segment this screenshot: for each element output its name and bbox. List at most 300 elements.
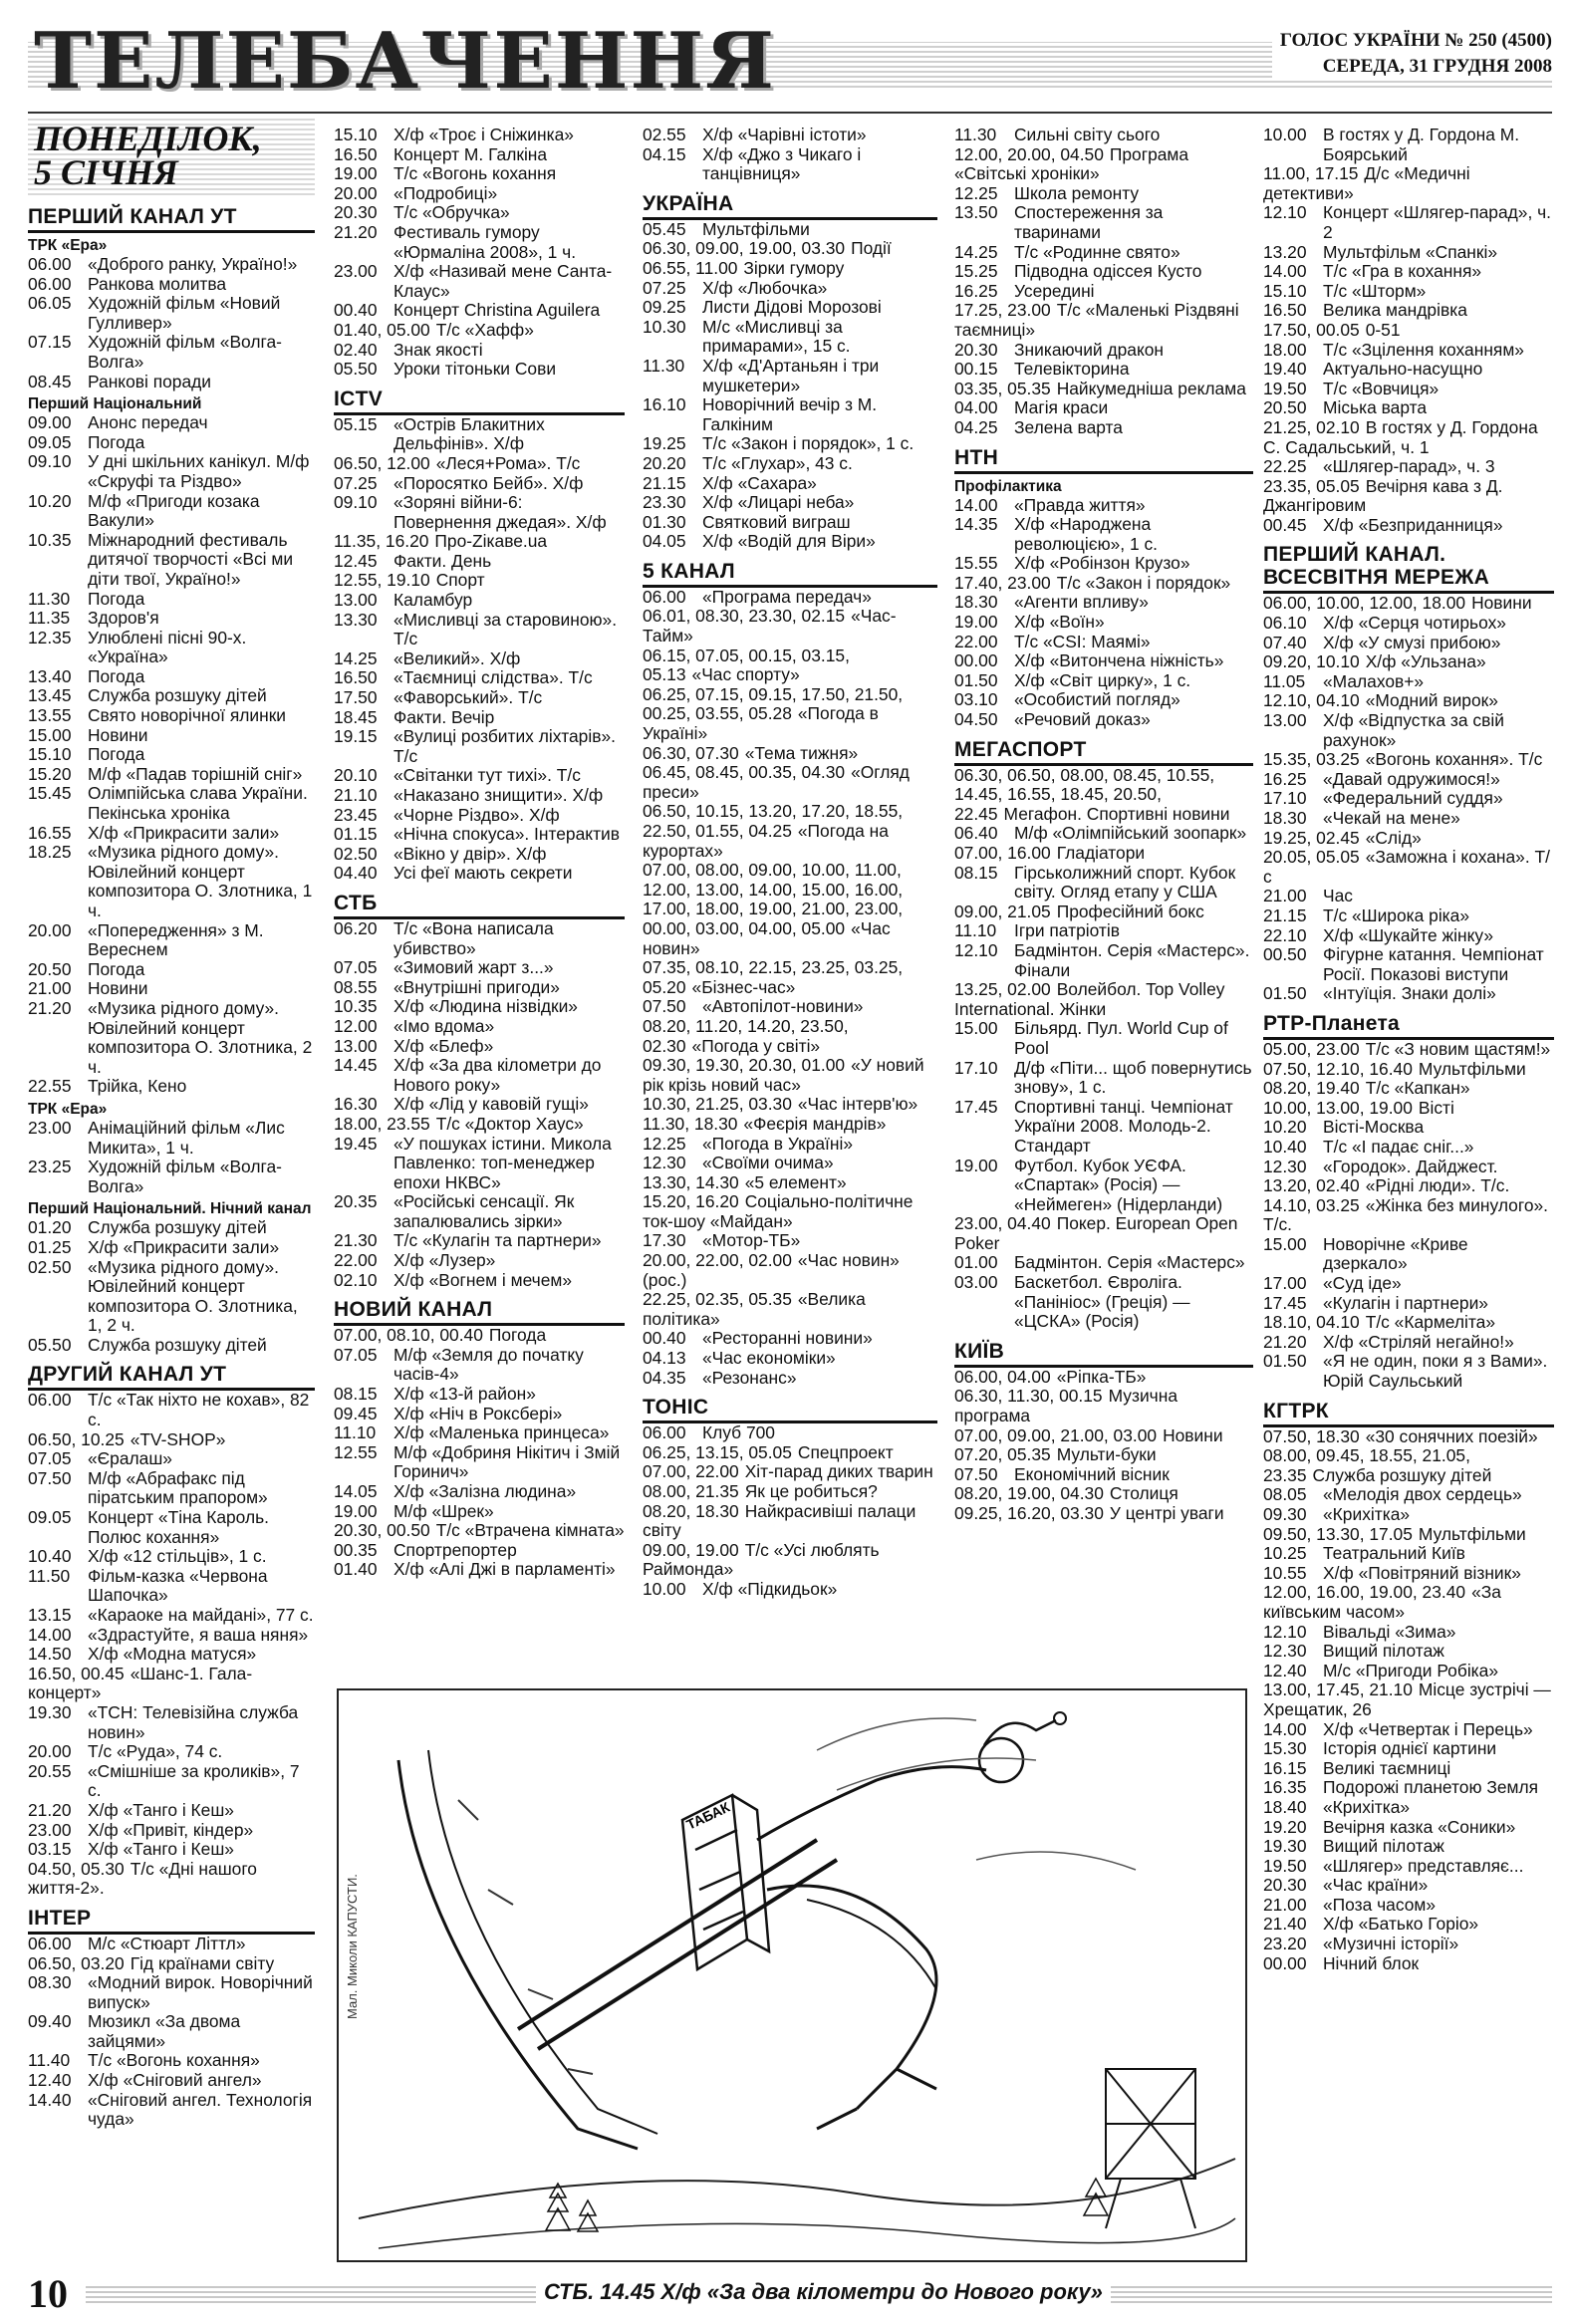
program-time: 17.25, 23.00 xyxy=(954,300,1051,321)
program-time: 13.30 xyxy=(334,609,378,630)
program-time: 13.00 xyxy=(1263,710,1307,731)
program-time: 12.55, 19.10 xyxy=(334,570,430,591)
program-time: 12.10, 04.10 xyxy=(1263,690,1360,711)
program-title: «Фаворський». Т/с xyxy=(393,687,543,708)
program-entry xyxy=(1263,1138,1554,1158)
program-entry xyxy=(28,667,315,687)
program-title: Т/с «І падає сніг...» xyxy=(1323,1136,1474,1157)
program-entry xyxy=(954,941,1253,980)
program-title: Анімаційний фільм «Лис Микита», 1 ч. xyxy=(88,1117,285,1158)
program-time: 07.00, 09.00, 21.00, 03.00 xyxy=(954,1424,1158,1445)
program-title: «Зимовий жарт з...» xyxy=(393,957,554,978)
program-title: «Федеральний суддя» xyxy=(1323,788,1503,809)
program-title: В гостях у Д. Гордона С. Садальський, ч. 1 xyxy=(1263,416,1538,457)
program-title: Спортрепортер xyxy=(393,1539,517,1560)
program-time: 12.25 xyxy=(643,1133,686,1154)
program-entry xyxy=(1263,164,1554,203)
program-entry xyxy=(334,1095,625,1115)
program-time: 06.00 xyxy=(643,1422,686,1443)
program-title: Т/с «Вона написала убивство» xyxy=(393,917,554,958)
program-time: 20.30 xyxy=(954,339,998,360)
program-time: 00.35 xyxy=(334,1539,378,1560)
program-title: Х/ф «Танго і Кеш» xyxy=(88,1799,234,1820)
program-entry xyxy=(28,1840,315,1860)
program-time: 08.20, 18.30 xyxy=(643,1500,739,1521)
program-title: Покер. European Open Poker xyxy=(954,1213,1238,1253)
program-entry xyxy=(334,1560,625,1580)
program-entry xyxy=(1263,1099,1554,1119)
program-entry xyxy=(1263,1720,1554,1740)
program-entry xyxy=(28,1391,315,1429)
program-time: 02.50 xyxy=(334,843,378,864)
program-title: Баскетбол. Євроліга. «Панініос» (Греція) — «ЦСКА» (Росія) xyxy=(1014,1272,1190,1332)
program-entry xyxy=(643,259,937,279)
program-title: Т/с «Вогонь кохання» xyxy=(88,2050,260,2071)
program-entry xyxy=(334,360,625,380)
channel-listing xyxy=(28,205,315,1355)
program-time: 19.00 xyxy=(334,1500,378,1521)
program-entry xyxy=(643,239,937,259)
program-entry xyxy=(1263,203,1554,242)
program-time: 07.50 xyxy=(28,1467,72,1488)
program-time: 10.20 xyxy=(28,490,72,511)
program-time: 21.00 xyxy=(1263,886,1307,906)
program-title: Велика мандрівка xyxy=(1323,300,1467,321)
program-time: 13.30, 14.30 xyxy=(643,1171,739,1192)
program-title: Вищий пілотаж xyxy=(1323,1836,1444,1857)
channel-name: ТОНІС xyxy=(643,1396,937,1423)
program-entry xyxy=(28,706,315,726)
program-title: Х/ф «Воїн» xyxy=(1014,612,1105,633)
program-entry xyxy=(954,262,1253,282)
channel-name: КГТРК xyxy=(1263,1400,1554,1427)
program-title: Х/ф «13-й район» xyxy=(393,1384,536,1405)
program-title: Зникаючий дракон xyxy=(1014,339,1165,360)
program-title: «Шлягер» представляє... xyxy=(1323,1855,1524,1876)
program-time: 21.20 xyxy=(28,997,72,1018)
program-time: 12.45 xyxy=(334,550,378,571)
program-title: Святковий виграш xyxy=(702,511,851,532)
program-entry xyxy=(28,1860,315,1899)
channel-name: УКРАЇНА xyxy=(643,192,937,220)
program-entry xyxy=(334,571,625,591)
program-entry xyxy=(28,590,315,610)
program-entry xyxy=(954,844,1253,864)
program-time: 14.00 xyxy=(1263,1718,1307,1739)
program-title: Усередині xyxy=(1014,280,1095,301)
program-title: Бадмінтон. Серія «Мастерс». Фінали xyxy=(1014,939,1250,980)
program-entry xyxy=(643,434,937,454)
program-time: 14.45 xyxy=(334,1055,378,1076)
program-time: 19.00 xyxy=(954,612,998,633)
program-title: Х/ф «Сахара» xyxy=(702,472,817,493)
program-title: «Внутрішні пригоди» xyxy=(393,976,560,997)
program-time: 05.50 xyxy=(334,359,378,380)
program-title: Х/ф «Лузер» xyxy=(393,1250,496,1271)
program-entry xyxy=(643,1095,937,1115)
program-entry xyxy=(28,1567,315,1606)
program-entry xyxy=(28,1801,315,1821)
program-time: 17.40, 23.00 xyxy=(954,572,1051,593)
ski-jumper-cartoon xyxy=(339,1690,1241,2256)
program-entry xyxy=(28,275,315,295)
program-entry xyxy=(1263,711,1554,750)
program-title: Х/ф «Алі Джі в парламенті» xyxy=(393,1559,616,1580)
program-time: 10.00, 13.00, 19.00 xyxy=(1263,1097,1413,1118)
program-title: Х/ф «Стріляй негайно!» xyxy=(1323,1331,1514,1352)
program-title: «Острів Блакитних Дельфінів». Х/ф xyxy=(393,413,545,454)
program-entry xyxy=(334,1326,625,1346)
program-title: Мультфільми xyxy=(1418,1058,1526,1079)
program-title: «Таємниці слідства». Т/с xyxy=(393,667,593,688)
program-time: 23.00 xyxy=(28,1819,72,1840)
broadcaster-label: ТРК «Ера» xyxy=(28,1100,108,1118)
program-time: 05.50 xyxy=(28,1334,72,1355)
program-time: 13.40 xyxy=(28,665,72,686)
program-time: 09.25, 16.20, 03.30 xyxy=(954,1503,1104,1523)
program-title: Олімпійська слава України. Пекінська хроніка xyxy=(88,783,308,824)
program-title: «Здрастуйте, я ваша няня» xyxy=(88,1624,309,1645)
program-entry xyxy=(1263,809,1554,829)
program-time: 22.00 xyxy=(954,631,998,651)
program-entry xyxy=(334,552,625,572)
program-entry xyxy=(334,766,625,786)
program-title: В гостях у Д. Гордона М. Боярський xyxy=(1323,125,1520,164)
program-entry xyxy=(643,1154,937,1173)
program-time: 17.10 xyxy=(954,1057,998,1078)
program-time: 09.05 xyxy=(28,431,72,452)
program-title: Т/с «Втрачена кімната» xyxy=(435,1520,625,1541)
channel-listing xyxy=(954,738,1253,1332)
program-time: 17.45 xyxy=(1263,1292,1307,1313)
program-time: 12.25 xyxy=(954,182,998,203)
program-entry xyxy=(334,727,625,766)
program-time: 13.50 xyxy=(954,202,998,223)
program-time: 14.05 xyxy=(334,1481,378,1501)
program-entry xyxy=(28,745,315,765)
program-entry xyxy=(1263,341,1554,361)
program-time: 16.50, 00.45 xyxy=(28,1663,125,1683)
program-title: «Крихітка» xyxy=(1323,1504,1411,1524)
program-title: Погода xyxy=(88,588,145,609)
program-entry xyxy=(334,1443,625,1482)
program-time: 11.30 xyxy=(28,588,71,609)
program-title: Найкумедніша реклама xyxy=(1056,378,1246,398)
program-title: Т/с «Дні нашого життя-2». xyxy=(28,1858,257,1899)
program-time: 08.30 xyxy=(28,1972,72,1993)
program-entry xyxy=(334,864,625,884)
program-time: 12.00 xyxy=(334,1015,378,1036)
program-entry xyxy=(954,710,1253,730)
program-entry xyxy=(1263,301,1554,321)
program-time: 09.40 xyxy=(28,2011,72,2032)
program-time: 07.25 xyxy=(643,277,686,298)
program-entry xyxy=(1263,321,1554,341)
program-entry xyxy=(1263,829,1554,849)
program-entry xyxy=(1263,634,1554,653)
program-title: «Погода на курортах» xyxy=(643,821,889,861)
program-title: Економічний вісник xyxy=(1014,1463,1170,1484)
program-entry xyxy=(643,395,937,434)
program-entry xyxy=(954,184,1253,204)
program-entry xyxy=(334,1135,625,1193)
program-time: 14.35 xyxy=(954,514,998,535)
program-time: 07.15 xyxy=(28,332,72,353)
program-time: 20.35 xyxy=(334,1191,378,1212)
program-time: 05.00, 23.00 xyxy=(1263,1038,1360,1059)
program-title: Т/с «Широка ріка» xyxy=(1323,904,1470,925)
program-title: Клуб 700 xyxy=(702,1422,775,1443)
program-time: 17.45 xyxy=(954,1096,998,1117)
program-time: 20.55 xyxy=(28,1760,72,1781)
channel-name: НТН xyxy=(954,446,1253,474)
program-time: 07.50 xyxy=(643,996,686,1017)
program-title: «Суд іде» xyxy=(1323,1273,1402,1294)
program-title: Художній фільм «Волга-Волга» xyxy=(88,332,282,372)
program-title: Мультфільм «Спанкі» xyxy=(1323,241,1498,262)
program-entry xyxy=(954,574,1253,594)
program-title: У дні шкільних канікул. М/ф «Скруфі та Різдво» xyxy=(88,451,310,491)
program-title: Гладіатори xyxy=(1056,843,1146,863)
program-entry xyxy=(643,1502,937,1541)
program-entry xyxy=(643,298,937,318)
program-entry xyxy=(28,921,315,960)
program-entry xyxy=(28,1119,315,1158)
program-entry xyxy=(954,360,1253,380)
program-title: «Музичні історії» xyxy=(1323,1934,1459,1954)
program-title: «Речовий доказ» xyxy=(1014,709,1151,730)
program-title: «Зоряні війни-6: Повернення джедая». Х/ф xyxy=(393,492,607,532)
program-title: «Попередження» з М. Вереснем xyxy=(88,919,264,960)
program-entry xyxy=(334,1192,625,1231)
program-time: 06.50, 03.20 xyxy=(28,1952,125,1973)
program-time: 10.35 xyxy=(334,996,378,1017)
program-time: 20.20 xyxy=(643,452,686,473)
program-title: Концерт «Шлягер-парад», ч. 2 xyxy=(1323,202,1552,242)
program-time: 13.15 xyxy=(28,1605,72,1625)
program-title: М/ф «Шрек» xyxy=(393,1500,494,1521)
channel-name: РТР-Планета xyxy=(1263,1012,1554,1040)
program-time: 16.25 xyxy=(954,280,998,301)
program-title: «Мотор-ТБ» xyxy=(702,1230,801,1251)
broadcaster-label: Профілактика xyxy=(954,477,1062,495)
program-entry xyxy=(1263,1837,1554,1857)
program-entry xyxy=(28,609,315,629)
program-entry xyxy=(1263,1954,1554,1974)
program-title: «Вікно у двір». Х/ф xyxy=(393,843,547,864)
program-entry xyxy=(643,318,937,357)
program-entry xyxy=(954,418,1253,438)
program-time: 22.25 xyxy=(1263,456,1307,477)
program-title: Професійний бокс xyxy=(1056,901,1204,921)
program-entry xyxy=(28,960,315,980)
program-title: Х/ф «Д'Артаньян і три мушкетери» xyxy=(702,355,880,395)
program-title: Х/ф «Танго і Кеш» xyxy=(88,1839,234,1860)
program-time: 21.15 xyxy=(1263,904,1307,925)
program-title: Вечірня казка «Соники» xyxy=(1323,1816,1516,1837)
channel-name: СТБ xyxy=(334,892,625,919)
program-entry xyxy=(28,1821,315,1841)
program-entry xyxy=(334,1251,625,1271)
program-title: Ранкова молитва xyxy=(88,273,227,294)
program-entry xyxy=(1263,1196,1554,1235)
program-title: Х/ф «Чарівні істоти» xyxy=(702,125,867,144)
program-entry xyxy=(1263,614,1554,634)
program-time: 02.55 xyxy=(643,125,686,144)
program-time: 16.50 xyxy=(334,667,378,688)
program-time: 17.30 xyxy=(643,1230,686,1251)
program-title: Художній фільм «Волга-Волга» xyxy=(88,1157,282,1196)
program-title: «Жінка без минулого». Т/с. xyxy=(1263,1194,1548,1235)
program-entry xyxy=(334,1482,625,1502)
program-title: Події xyxy=(851,238,892,259)
program-title: М/ф «Добриня Нікітич і Змій Горинич» xyxy=(393,1441,621,1482)
program-title: «Музика рідного дому». Ювілейний концерт композитора О. Злотника, 2 ч. xyxy=(88,997,313,1077)
program-time: 01.50 xyxy=(1263,1351,1307,1372)
program-time: 19.25, 02.45 xyxy=(1263,827,1360,848)
program-time: 09.20, 10.10 xyxy=(1263,651,1360,672)
program-title: Актуально-насущно xyxy=(1323,359,1483,380)
program-time: 12.10 xyxy=(1263,1621,1307,1642)
program-entry xyxy=(954,1426,1253,1446)
program-time: 04.25 xyxy=(954,416,998,437)
program-time: 21.20 xyxy=(334,221,378,242)
program-entry xyxy=(28,1238,315,1258)
program-time: 10.35 xyxy=(28,529,72,550)
program-time: 23.00 xyxy=(28,1117,72,1138)
program-time: 10.30 xyxy=(643,316,686,337)
program-time: 15.00 xyxy=(954,1018,998,1039)
program-title: Ігри патріотів xyxy=(1014,920,1120,941)
program-entry xyxy=(954,613,1253,633)
program-entry xyxy=(1263,1662,1554,1681)
program-title: Х/ф «Ніч в Роксбері» xyxy=(393,1403,563,1423)
program-entry xyxy=(954,282,1253,302)
program-time: 19.20 xyxy=(1263,1816,1307,1837)
program-time: 12.30 xyxy=(1263,1156,1307,1176)
program-entry xyxy=(1263,380,1554,399)
program-entry xyxy=(334,1017,625,1037)
channel-listing xyxy=(334,387,625,884)
program-entry xyxy=(334,786,625,806)
program-title: М/с «Стюарт Літтл» xyxy=(88,1933,246,1953)
program-time: 15.45 xyxy=(28,783,72,804)
program-title: Міжнародний фестиваль дитячої творчості «Всі ми діти твої, Україно!» xyxy=(88,529,294,589)
program-title: «Поросятко Бейб». Х/ф xyxy=(393,472,584,493)
program-time: 14.10, 03.25 xyxy=(1263,1194,1360,1215)
program-entry xyxy=(954,341,1253,361)
program-entry xyxy=(643,493,937,513)
program-time: 21.00 xyxy=(28,978,72,999)
program-title: «Єралаш» xyxy=(88,1448,172,1469)
program-entry xyxy=(334,1056,625,1095)
program-title: «Програма передач» xyxy=(702,586,872,607)
program-entry xyxy=(28,979,315,999)
program-entry xyxy=(28,2071,315,2091)
program-title: Х/ф «Любочка» xyxy=(702,277,828,298)
program-entry xyxy=(643,1173,937,1193)
program-title: Х/ф «У смузі прибою» xyxy=(1323,632,1501,652)
program-entry xyxy=(334,997,625,1017)
program-entry xyxy=(1263,398,1554,418)
channel-name: ICTV xyxy=(334,387,625,415)
program-entry xyxy=(954,1465,1253,1485)
program-time: 09.10 xyxy=(28,451,72,472)
program-time: 09.30 xyxy=(1263,1504,1307,1524)
program-time: 15.55 xyxy=(954,553,998,574)
program-time: 21.25, 02.10 xyxy=(1263,416,1360,437)
program-entry xyxy=(28,999,315,1077)
program-title: Т/с «Хафф» xyxy=(435,319,534,340)
program-time: 10.00 xyxy=(643,1578,686,1599)
program-entry xyxy=(1263,1294,1554,1314)
program-entry xyxy=(1263,1485,1554,1505)
program-time: 06.30, 11.30, 00.15 xyxy=(954,1386,1103,1407)
program-title: «Велика політика» xyxy=(643,1289,866,1329)
program-title: «TV-SHOP» xyxy=(130,1428,226,1449)
program-time: 01.50 xyxy=(1263,983,1307,1004)
program-title: «Час спорту» xyxy=(691,664,800,685)
program-title: Програма «Світські хроніки» xyxy=(954,143,1189,184)
program-title: Новини xyxy=(88,724,148,745)
program-entry xyxy=(1263,750,1554,770)
program-title: «За київським часом» xyxy=(1263,1582,1501,1622)
program-time: 21.30 xyxy=(334,1230,378,1251)
program-time: 10.00 xyxy=(1263,125,1307,144)
program-time: 15.25 xyxy=(954,261,998,282)
program-time: 03.10 xyxy=(954,689,998,710)
program-entry xyxy=(334,1271,625,1291)
broadcaster-label: Перший Національний. Нічний канал xyxy=(28,1200,312,1218)
program-title: Час xyxy=(1323,886,1353,906)
program-entry xyxy=(334,454,625,474)
program-title: Х/ф «Водій для Віри» xyxy=(702,531,876,552)
program-entry xyxy=(334,1541,625,1561)
program-title: Т/с «Руда», 74 с. xyxy=(88,1741,223,1762)
program-entry xyxy=(643,1017,937,1056)
program-entry xyxy=(334,591,625,611)
program-time: 15.10 xyxy=(1263,280,1307,301)
program-time: 02.40 xyxy=(334,339,378,360)
program-entry xyxy=(334,1521,625,1541)
program-title: Погода xyxy=(88,744,145,765)
program-time: 20.00, 22.00, 02.00 xyxy=(643,1250,792,1271)
program-time: 17.00 xyxy=(1263,1273,1307,1294)
program-title: 0-51 xyxy=(1365,319,1401,340)
program-time: 17.10 xyxy=(1263,788,1307,809)
program-entry xyxy=(954,1253,1253,1273)
program-time: 06.30, 06.50, 08.00, 08.45, 10.55, 14.45, 16.55, 18.45, 20.50, 22.45 xyxy=(954,764,1215,824)
program-time: 07.50, 18.30 xyxy=(1263,1425,1360,1446)
channel-listing xyxy=(954,1340,1253,1524)
program-time: 00.40 xyxy=(643,1328,686,1349)
program-title: Х/ф «Привіт, кіндер» xyxy=(88,1819,254,1840)
program-entry xyxy=(28,1449,315,1469)
program-entry xyxy=(1263,1158,1554,1177)
program-time: 23.45 xyxy=(334,804,378,825)
program-time: 06.00, 04.00 xyxy=(954,1366,1051,1387)
program-title: «Малахов+» xyxy=(1323,670,1425,691)
program-entry xyxy=(643,532,937,552)
issue-info xyxy=(1272,28,1552,80)
program-title: «Час-Тайм» xyxy=(643,606,897,646)
program-entry xyxy=(643,588,937,608)
program-title: Новини xyxy=(88,978,148,999)
program-title: Спортивні танці. Чемпіонат України 2008. Молодь-2. Стандарт xyxy=(1014,1096,1233,1156)
program-title: Х/ф «Батько Горіо» xyxy=(1323,1914,1479,1935)
program-title: «Агенти впливу» xyxy=(1014,592,1149,613)
program-entry xyxy=(28,1606,315,1626)
